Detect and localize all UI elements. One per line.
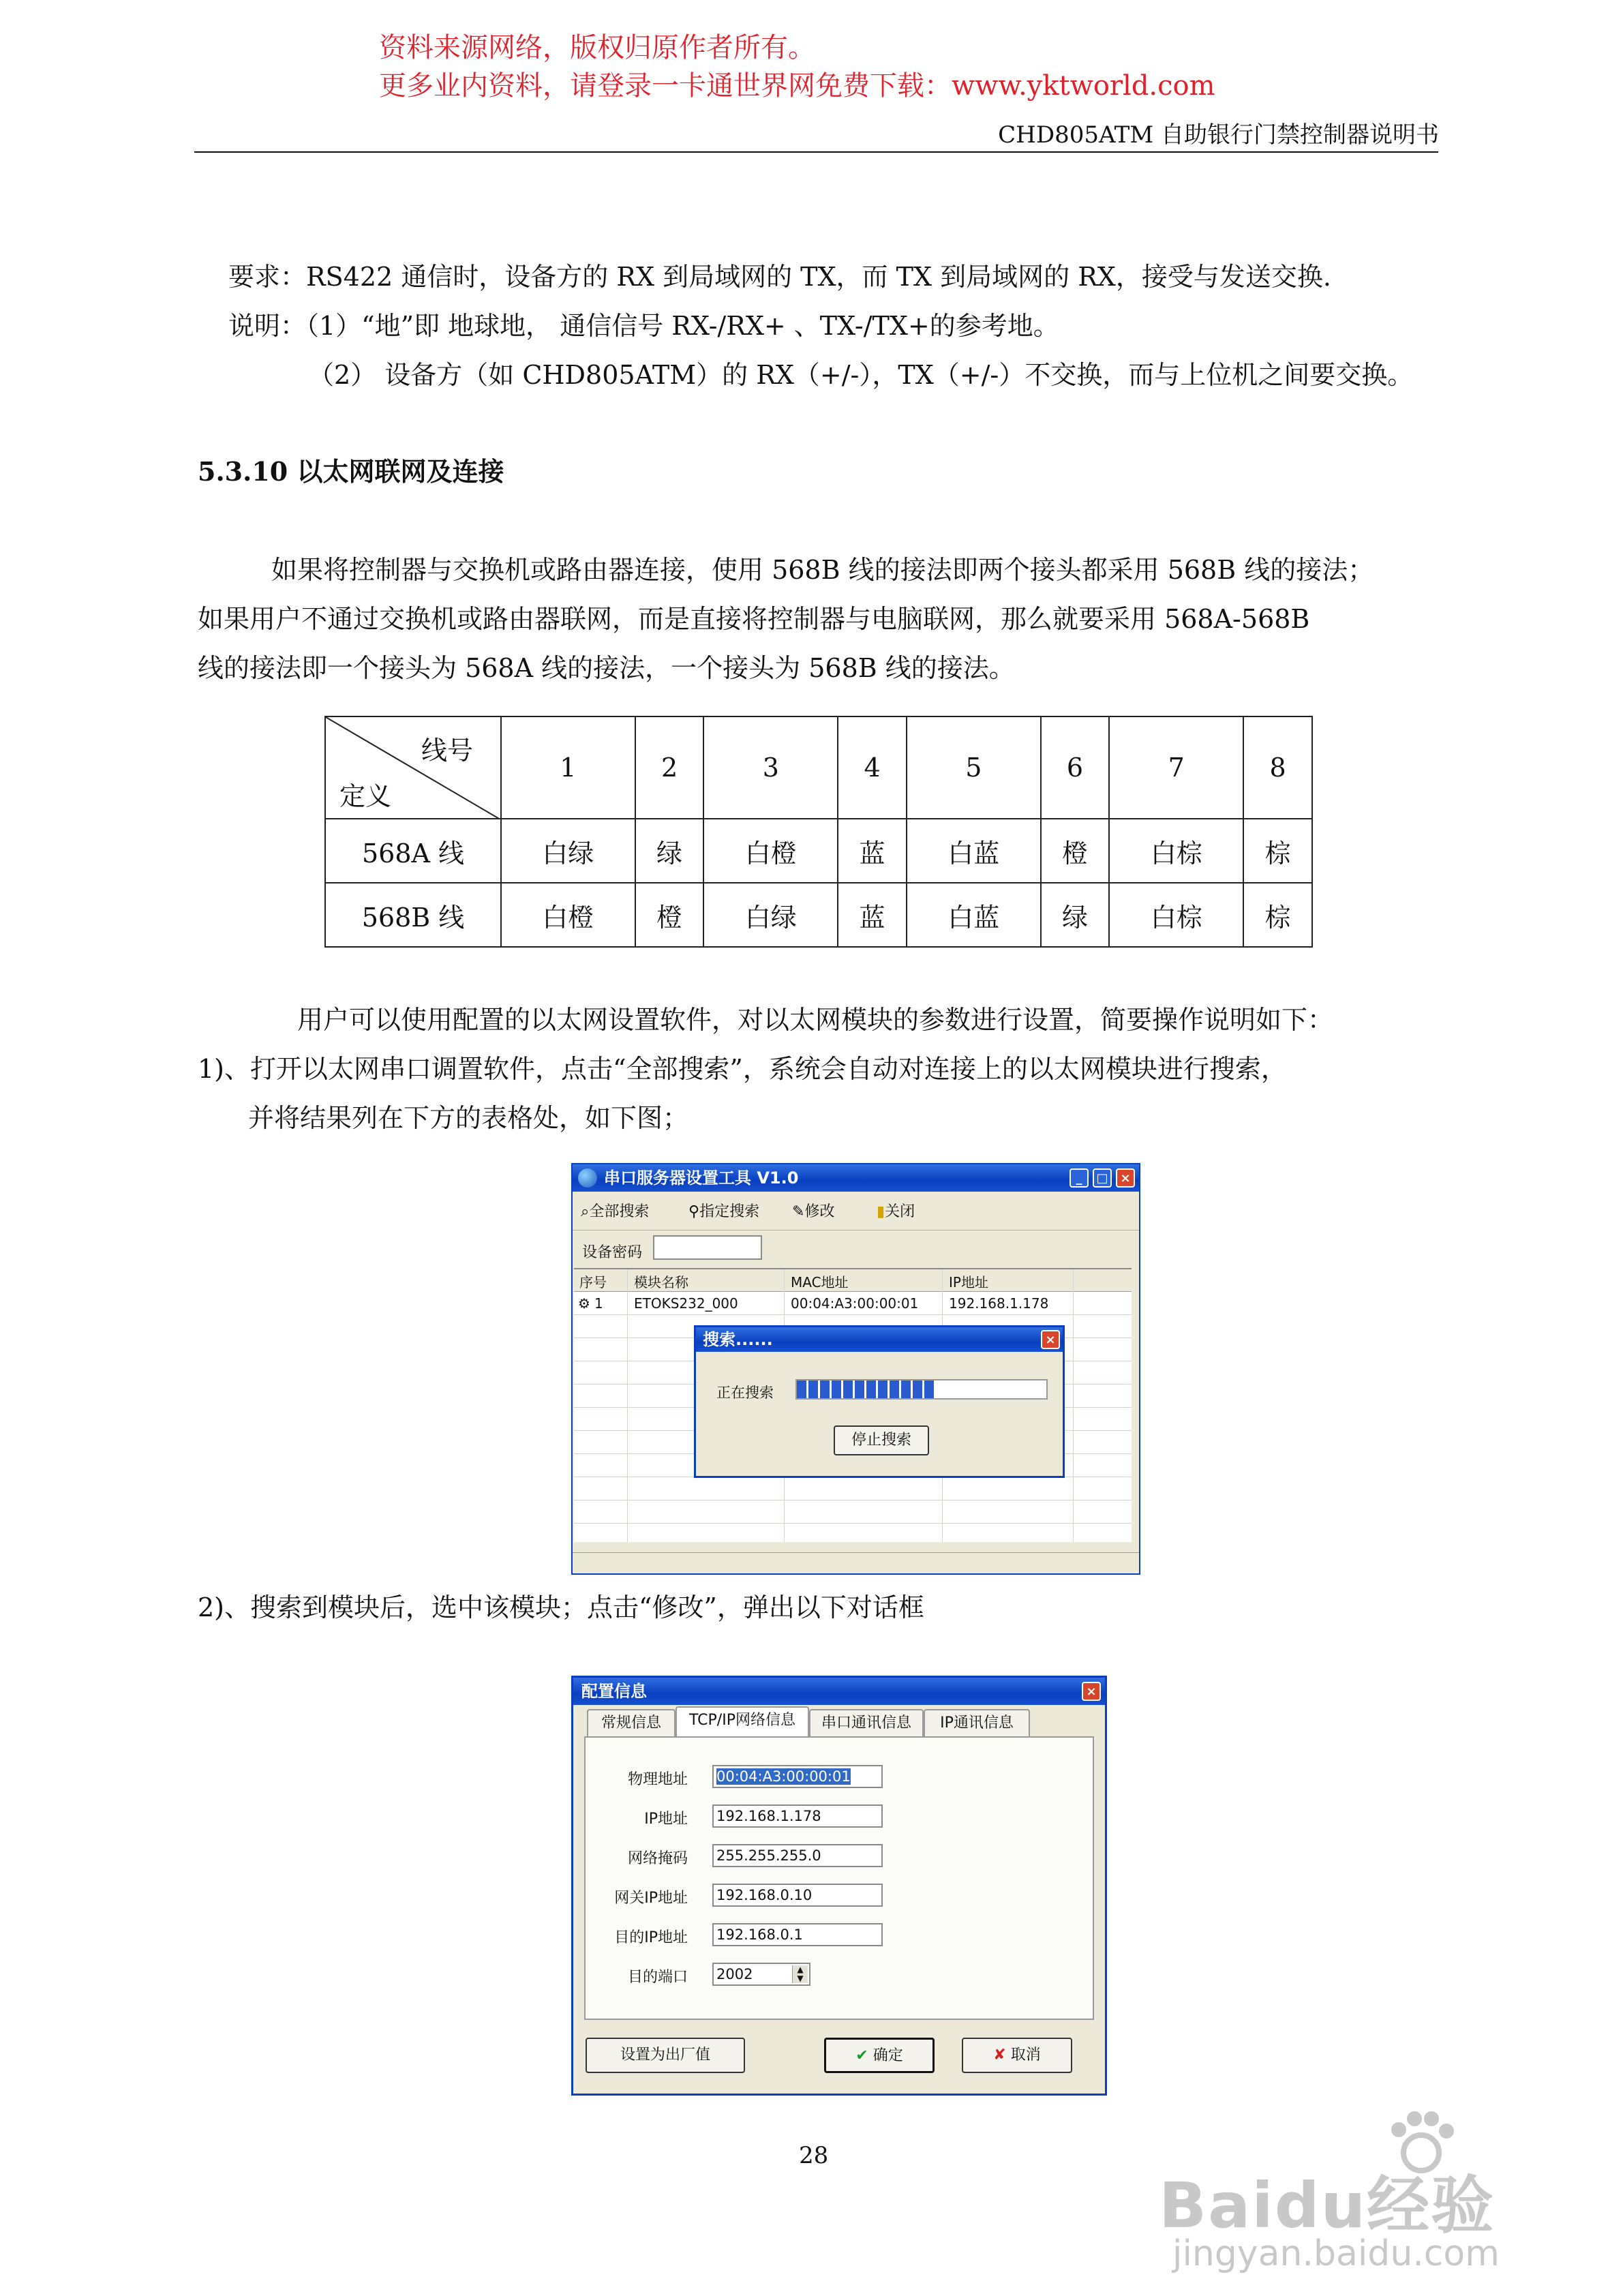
field-label: 目的IP地址 [614, 1929, 688, 1946]
device-icon: ⚙ [578, 1295, 590, 1312]
baidu-jingyan-logo [1159, 2106, 1595, 2277]
search-tool-title: 串口服务器设置工具 V1.0 [604, 1168, 799, 1188]
toolbar [573, 1192, 1139, 1230]
status-bar [573, 1552, 1139, 1573]
field-label: IP地址 [644, 1811, 688, 1828]
table-cell: 棕 [1243, 883, 1312, 947]
column-header: 5 [907, 716, 1041, 819]
corner-cell [325, 716, 501, 819]
col-ip[interactable]: IP地址 [949, 1274, 988, 1290]
table-header-row [325, 716, 1312, 819]
table-cell: 棕 [1243, 819, 1312, 883]
table-cell: 蓝 [838, 883, 907, 947]
note-1: 说明：（1）“地”即 地球地， 通信信号 RX-/RX+ 、TX-/TX+的参考地。 [228, 311, 1059, 341]
row-label: 568A 线 [325, 819, 501, 883]
list-header [574, 1269, 1132, 1292]
column-header: 3 [703, 716, 838, 819]
edit-icon: ✎ [792, 1203, 805, 1220]
table-cell: 绿 [635, 819, 704, 883]
table-cell: 白绿 [501, 819, 635, 883]
table-cell: 白橙 [703, 819, 838, 883]
search-icon: ⌕ [581, 1203, 590, 1220]
table-row[interactable]: ⚙ 1 ETOKS232_000 00:04:A3:00:00:01 192.168.1.178 [578, 1295, 1049, 1312]
requirement-text: 要求：RS422 通信时，设备方的 RX 到局域网的 TX，而 TX 到局域网的 RX，接受与发送交换. [228, 262, 1331, 292]
close-tool-button[interactable]: ▮关闭 [877, 1203, 915, 1220]
target-ip-field[interactable]: 192.168.0.1 [712, 1923, 883, 1946]
field-label: 目的端口 [627, 1969, 688, 1986]
table-cell: 绿 [1041, 883, 1110, 947]
paragraph-line-2: 如果用户不通过交换机或路由器联网，而是直接将控制器与电脑联网，那么就要采用 568A-568B [198, 604, 1310, 634]
search-all-button[interactable]: ⌕全部搜索 [581, 1203, 650, 1220]
column-header: 4 [838, 716, 907, 819]
password-input[interactable] [653, 1235, 762, 1260]
logo-brand: Baidu经验 [1159, 2169, 1496, 2242]
step-2: 2)、搜索到模块后，选中该模块；点击“修改”，弹出以下对话框 [198, 1592, 924, 1622]
app-globe-icon [578, 1168, 597, 1188]
column-header: 1 [501, 716, 635, 819]
ok-button[interactable]: ✔ 确定 [824, 2038, 935, 2073]
minimize-button[interactable]: _ [1070, 1168, 1089, 1188]
column-header: 2 [635, 716, 704, 819]
search-progress-bar [795, 1379, 1048, 1400]
checkmark-icon: ✔ [855, 2047, 868, 2064]
corner-bottom-label: 定义 [339, 781, 392, 811]
header-rule [194, 151, 1438, 153]
dialog-close-button[interactable]: × [1041, 1330, 1060, 1349]
paragraph-line-3: 线的接法即一个接头为 568A 线的接法，一个接头为 568B 线的接法。 [198, 653, 1015, 683]
wire-color-table [324, 716, 1313, 948]
table-cell: 橙 [1041, 819, 1110, 883]
col-mac[interactable]: MAC地址 [791, 1274, 849, 1290]
searching-dialog [694, 1325, 1065, 1478]
search-tool-window [571, 1163, 1140, 1575]
exit-door-icon: ▮ [877, 1203, 885, 1220]
cancel-button[interactable]: ✘ 取消 [962, 2038, 1072, 2073]
table-cell: 白绿 [703, 883, 838, 947]
config-dialog [571, 1676, 1107, 2096]
note-2: （2） 设备方（如 CHD805ATM）的 RX（+/-），TX（+/-）不交换，而与上位机之间要交换。 [308, 360, 1414, 390]
table-cell: 白蓝 [907, 819, 1041, 883]
maximize-button[interactable]: □ [1093, 1168, 1112, 1188]
column-header: 6 [1041, 716, 1110, 819]
searching-dialog-title: 搜索...... [703, 1330, 773, 1349]
table-cell: 橙 [635, 883, 704, 947]
search-tool-titlebar [573, 1164, 1139, 1192]
gateway-ip-field[interactable]: 192.168.0.10 [712, 1884, 883, 1907]
target-port-stepper[interactable]: 2002 ▲ ▼ [712, 1963, 810, 1986]
tab-panel [584, 1736, 1094, 2020]
paragraph-line-1: 如果将控制器与交换机或路由器连接，使用 568B 线的接法即两个接头都采用 568B 线的接法； [271, 555, 1374, 585]
steps-intro: 用户可以使用配置的以太网设置软件，对以太网模块的参数进行设置，简要操作说明如下： [297, 1005, 1334, 1035]
header-title: CHD805ATM 自助银行门禁控制器说明书 [998, 121, 1439, 149]
col-index[interactable]: 序号 [579, 1274, 607, 1290]
table-cell: 白橙 [501, 883, 635, 947]
search-specific-button[interactable]: ⚲指定搜索 [688, 1203, 760, 1220]
field-label: 物理地址 [627, 1771, 688, 1788]
table-cell: 白棕 [1109, 883, 1243, 947]
config-dialog-title: 配置信息 [581, 1682, 647, 1701]
watermark-line-1: 资料来源网络，版权归原作者所有。 [379, 32, 815, 63]
tab-serial[interactable]: 串口通讯信息 [809, 1709, 924, 1736]
col-name[interactable]: 模块名称 [634, 1274, 688, 1290]
logo-url: jingyan.baidu.com [1172, 2233, 1500, 2274]
table-cell: 白棕 [1109, 819, 1243, 883]
column-header: 7 [1109, 716, 1243, 819]
tab-tcpip[interactable]: TCP/IP网络信息 [676, 1706, 809, 1738]
factory-reset-button[interactable]: 设置为出厂值 [586, 2038, 745, 2073]
cross-icon: ✘ [993, 2046, 1006, 2064]
field-label: 网关IP地址 [614, 1890, 688, 1907]
table-row [325, 883, 1312, 947]
column-header: 8 [1243, 716, 1312, 819]
search-status-label: 正在搜索 [716, 1385, 774, 1401]
step-1-line-2: 并将结果列在下方的表格处，如下图； [248, 1103, 689, 1133]
mac-address-field[interactable]: 00:04:A3:00:00:01 [712, 1765, 883, 1788]
tab-general[interactable]: 常规信息 [587, 1709, 676, 1736]
ip-address-field[interactable]: 192.168.1.178 [712, 1804, 883, 1828]
password-label: 设备密码 [582, 1244, 643, 1261]
watermark-line-2: 更多业内资料，请登录一卡通世界网免费下载：www.yktworld.com [379, 70, 1215, 102]
table-cell: 蓝 [838, 819, 907, 883]
searching-dialog-titlebar [696, 1327, 1063, 1352]
spinner-arrows-icon[interactable]: ▲ ▼ [792, 1965, 808, 1983]
close-window-button[interactable]: × [1116, 1168, 1135, 1188]
field-label: 网络掩码 [627, 1850, 688, 1867]
modify-button[interactable]: ✎修改 [792, 1203, 835, 1220]
section-heading: 5.3.10 以太网联网及连接 [198, 456, 504, 487]
table-row [325, 819, 1312, 883]
page-number: 28 [799, 2142, 829, 2169]
config-dialog-titlebar [573, 1678, 1105, 1705]
progress-fill [797, 1380, 934, 1398]
magnifier-icon: ⚲ [688, 1203, 700, 1220]
corner-top-label: 线号 [421, 736, 473, 766]
config-close-button[interactable]: × [1082, 1682, 1101, 1701]
step-1-line-1: 1)、打开以太网串口调置软件，点击“全部搜索”，系统会自动对连接上的以太网模块进行搜索， [198, 1054, 1287, 1084]
tab-ip-comm[interactable]: IP通讯信息 [924, 1709, 1030, 1736]
row-label: 568B 线 [325, 883, 501, 947]
table-cell: 白蓝 [907, 883, 1041, 947]
stop-search-button[interactable]: 停止搜索 [834, 1425, 929, 1455]
subnet-mask-field[interactable]: 255.255.255.0 [712, 1844, 883, 1867]
